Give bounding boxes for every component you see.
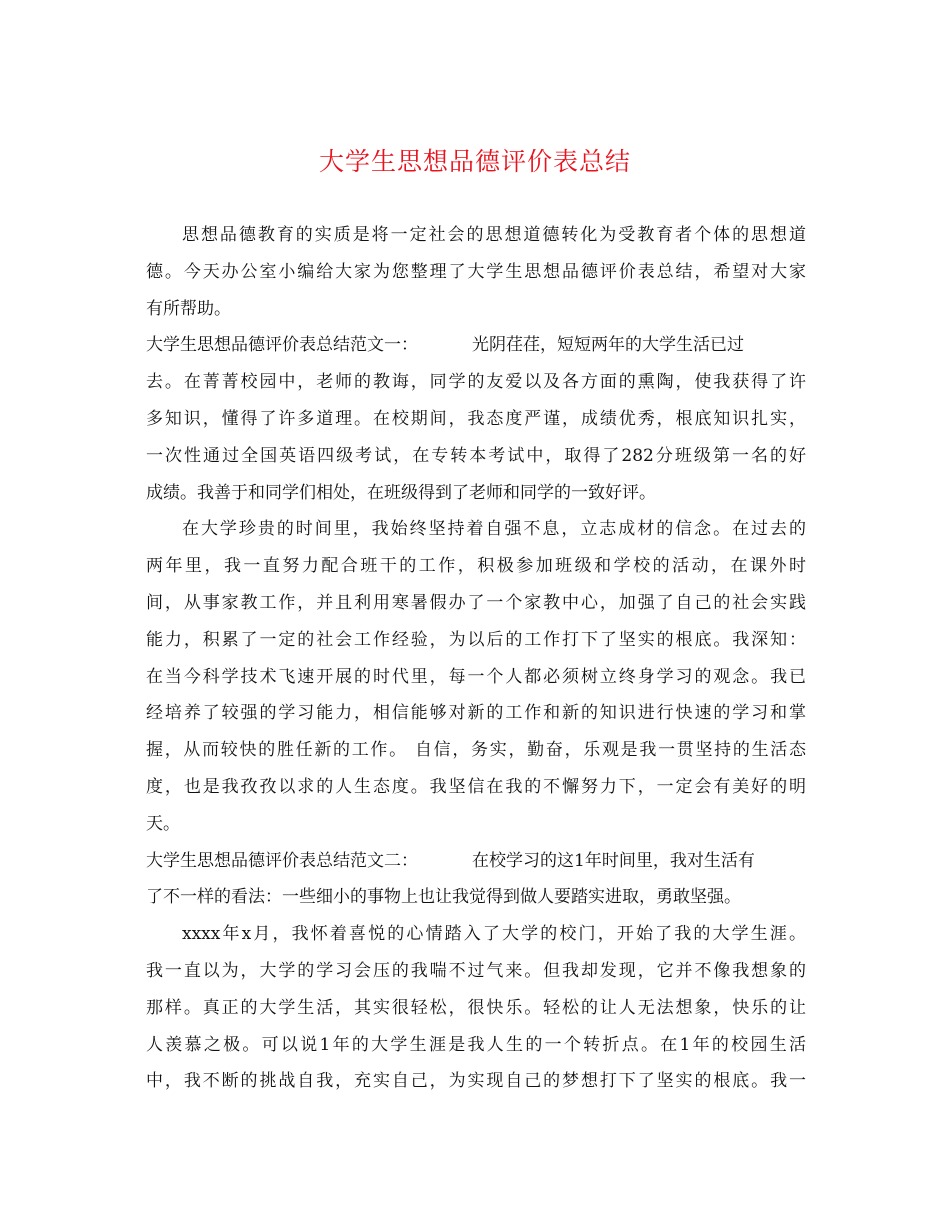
document-title: 大学生思想品德评价表总结 (318, 147, 631, 176)
paragraph-line: 天。 (146, 813, 180, 834)
paragraph-line: 我一直以为，大学的学习会压的我喘不过气来。但我却发现，它并不像我想象的 (146, 960, 806, 981)
paragraph-line: 那样。真正的大学生活，其实很轻松，很快乐。轻松的让人无法想象，快乐的让 (146, 997, 806, 1018)
paragraph-line: 思想品德教育的实质是将一定社会的思想道德转化为受教育者个体的思想道 (182, 225, 806, 245)
section-heading-line (146, 327, 806, 364)
paragraph-line: 在当今科学技术飞速开展的时代里，每一个人都必须树立终身学习的观念。我已 (146, 666, 806, 687)
paragraph-line: 间，从事家教工作，并且利用寒暑假办了一个家教中心，加强了自己的社会实践 (146, 592, 806, 613)
paragraph-line: 握，从而较快的胜任新的工作。 自信，务实，勤奋，乐观是我一贯坚持的生活态 (146, 740, 806, 761)
paragraph-line: 人羡慕之极。可以说1年的大学生涯是我人生的一个转折点。在1年的校园生活 (146, 1034, 806, 1055)
paragraph-line: 能力，积累了一定的社会工作经验，为以后的工作打下了坚实的根底。我深知： (146, 629, 806, 650)
paragraph-line: 有所帮助。 (146, 298, 231, 319)
paragraph-line: 了不一样的看法：一些细小的事物上也让我觉得到做人要踏实进取，勇敢坚强。 (146, 887, 741, 908)
paragraph-line: 多知识，懂得了许多道理。在校期间，我态度严谨，成绩优秀，根底知识扎实， (146, 408, 806, 429)
paragraph-line: xxxx年x月，我怀着喜悦的心情踏入了大学的校门，开始了我的大学生涯。 (182, 924, 806, 945)
paragraph-text: 光阴荏荏，短短两年的大学生活已过 (472, 335, 744, 356)
section-heading-1: 大学生思想品德评价表总结范文一： (146, 335, 418, 356)
paragraph-line: 一次性通过全国英语四级考试，在专转本考试中，取得了282分班级第一名的好 (146, 445, 806, 466)
paragraph-line: 在大学珍贵的时间里，我始终坚持着自强不息，立志成材的信念。在过去的 (182, 519, 806, 540)
paragraph-line: 去。在菁菁校园中，老师的教诲，同学的友爱以及各方面的熏陶，使我获得了许 (146, 372, 806, 393)
document-body (146, 217, 806, 1100)
section-heading-line (146, 843, 806, 880)
paragraph-line: 中，我不断的挑战自我，充实自己，为实现自己的梦想打下了坚实的根底。我一 (146, 1071, 806, 1092)
paragraph-line: 度，也是我孜孜以求的人生态度。我坚信在我的不懈努力下，一定会有美好的明 (146, 776, 806, 797)
paragraph-line: 成绩。我善于和同学们相处，在班级得到了老师和同学的一致好评。 (146, 482, 656, 503)
section-heading-2: 大学生思想品德评价表总结范文二： (146, 850, 418, 871)
paragraph-line: 两年里，我一直努力配合班干的工作，积极参加班级和学校的活动，在课外时 (146, 556, 806, 577)
paragraph-text: 在校学习的这1年时间里，我对生活有 (472, 850, 755, 871)
paragraph-line: 德。今天办公室小编给大家为您整理了大学生思想品德评价表总结，希望对大家 (146, 261, 806, 282)
paragraph-line: 经培养了较强的学习能力，相信能够对新的工作和新的知识进行快速的学习和掌 (146, 703, 806, 724)
